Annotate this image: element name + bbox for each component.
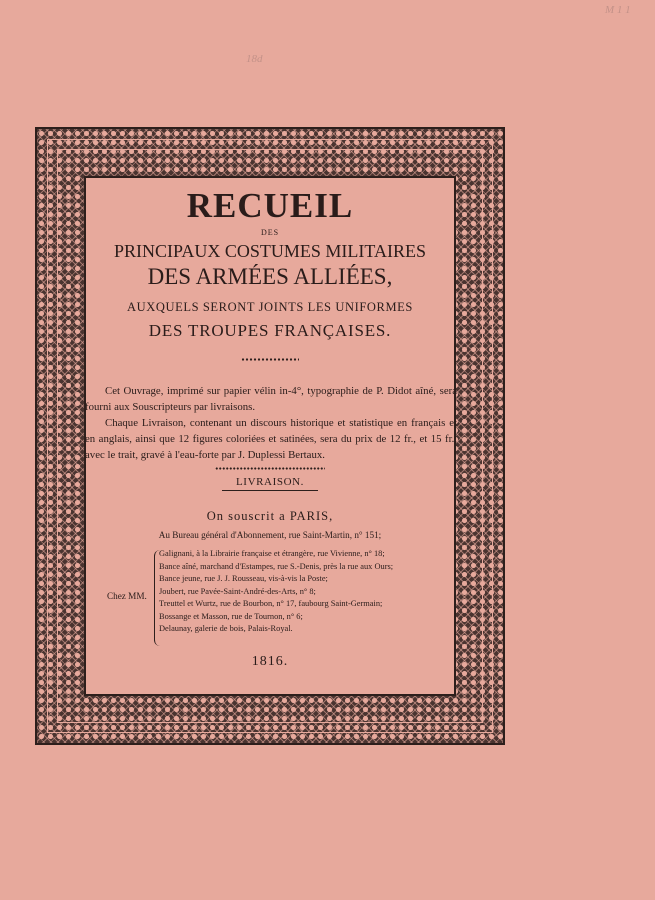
list-item: Bance jeune, rue J. J. Rousseau, vis-à-vis la Poste; <box>159 574 328 583</box>
livraison-label: LIVRAISON. <box>235 476 305 488</box>
title-des: DES <box>260 228 280 237</box>
bureau-address: Au Bureau général d'Abonnement, rue Saint-Martin, n° 151; <box>158 530 382 540</box>
page-title: RECUEIL <box>186 186 354 225</box>
pencil-mark-corner: M 1 1 <box>605 4 631 16</box>
title-line-4: DES TROUPES FRANÇAISES. <box>148 321 392 340</box>
title-line-2: DES ARMÉES ALLIÉES, <box>147 264 393 289</box>
title-page-content <box>73 188 467 670</box>
booksellers-block <box>73 548 467 652</box>
list-item: Treuttel et Wurtz, rue de Bourbon, n° 17, faubourg Saint-Germain; <box>159 599 383 608</box>
list-item: Bossange et Masson, rue de Tournon, n° 6; <box>159 611 303 621</box>
title-line-1: PRINCIPAUX COSTUMES MILITAIRES <box>114 241 426 261</box>
dotted-rule-long <box>215 467 325 470</box>
pencil-mark-top: 18d <box>246 53 263 65</box>
description-text <box>85 383 457 463</box>
subscription-heading: On souscrit a PARIS, <box>206 509 334 523</box>
short-rule <box>222 490 318 491</box>
list-item: Joubert, rue Pavée-Saint-André-des-Arts, n° 8; <box>159 586 316 596</box>
address-list <box>159 548 459 636</box>
title-line-3: AUXQUELS SERONT JOINTS LES UNIFORMES <box>127 300 413 314</box>
dotted-rule <box>241 358 299 361</box>
list-item: Bance aîné, marchand d'Estampes, rue S.-Denis, près la rue aux Ours; <box>159 561 394 571</box>
chez-label: Chez MM. <box>107 591 147 601</box>
list-item: Galignani, à la Librairie française et étrangère, rue Vivienne, n° 18; <box>159 549 385 558</box>
list-item: Delaunay, galerie de bois, Palais-Royal. <box>159 624 293 633</box>
paragraph-2: Chaque Livraison, contenant un discours historique et statistique en français et en anglais, ainsi que 12 figures coloriées et satinées, sera du prix de 12 fr., et 15 fr., avec le trait, gravé à l'eau-forte par J. Duplessi Bertaux. <box>85 417 457 461</box>
publication-year: 1816. <box>251 654 289 669</box>
paragraph-1: Cet Ouvrage, imprimé sur papier vélin in-4°, typographie de P. Didot aîné, sera fourni aux Souscripteurs par livraisons. <box>85 385 457 413</box>
